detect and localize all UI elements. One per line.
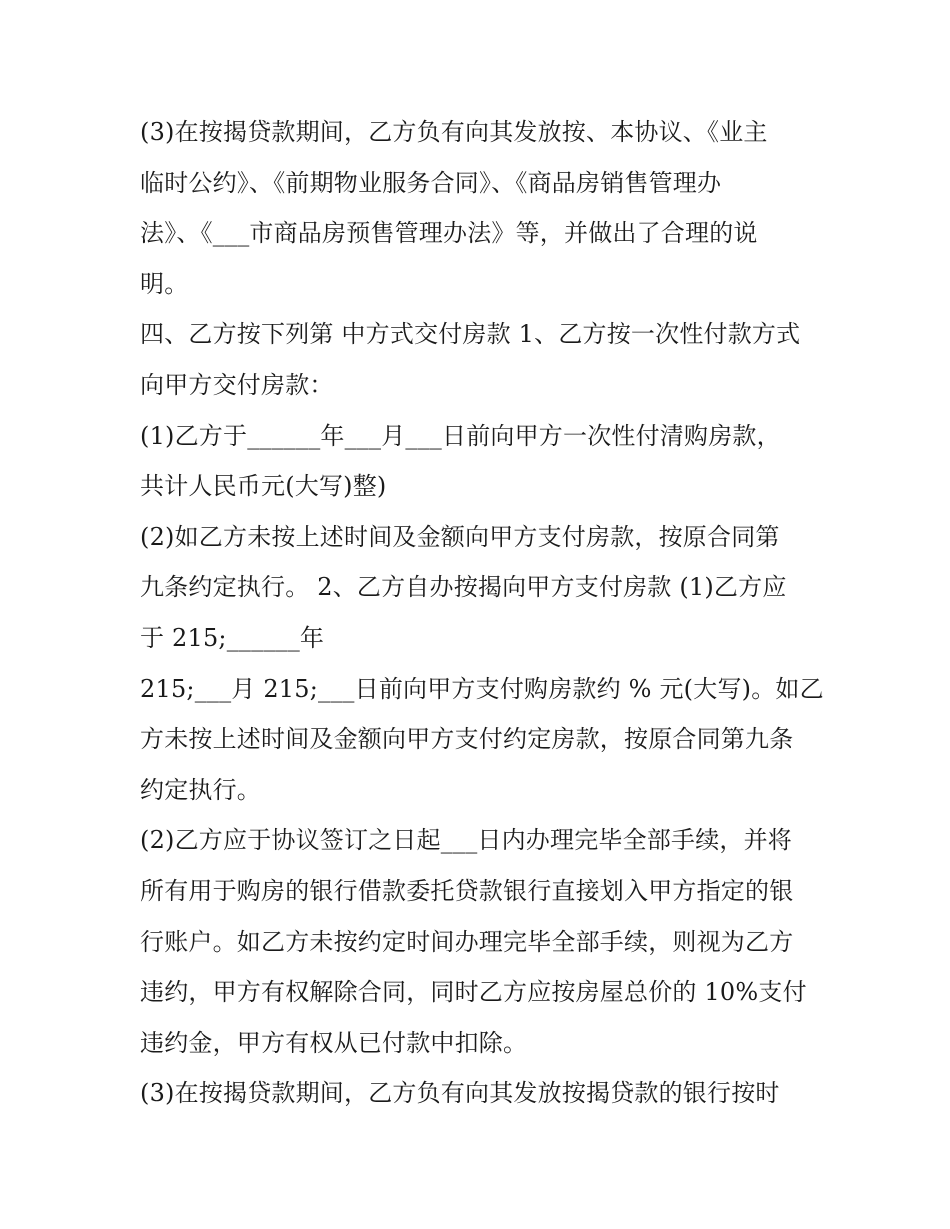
text-line: 四、乙方按下列第 中方式交付房款 1、乙方按一次性付款方式 [140,320,801,349]
document-body [140,107,830,1119]
text-line: (2)乙方应于协议签订之日起___日内办理完毕全部手续，并将 [140,826,792,855]
text-line: (3)在按揭贷款期间，乙方负有向其发放按揭贷款的银行按时 [140,1079,780,1108]
text-line: 临时公约》、《前期物业服务合同》、《商品房销售管理办 [140,168,722,197]
text-line: 方未按上述时间及金额向甲方支付约定房款，按原合同第九条 [140,725,794,754]
text-line: 违约金，甲方有权从已付款中扣除。 [140,1028,528,1057]
text-line: (1)乙方于______年___月___日前向甲方一次性付清购房款， [140,421,781,450]
text-line: 所有用于购房的银行借款委托贷款银行直接划入甲方指定的银 [140,876,794,905]
text-line: 法》、《___市商品房预售管理办法》等，并做出了合理的说 [140,219,758,248]
text-line: 于 215;______年 [140,623,325,652]
text-line: 向甲方交付房款： [140,370,334,399]
text-line: 约定执行。 [140,775,261,804]
text-line: 明。 [140,269,189,298]
text-line: 九条约定执行。 2、乙方自办按揭向甲方支付房款 (1)乙方应 [140,573,787,602]
text-line: 共计人民币元(大写)整) [140,472,387,501]
text-line: 违约，甲方有权解除合同，同时乙方应按房屋总价的 10%支付 [140,978,807,1007]
text-line: (2)如乙方未按上述时间及金额向甲方支付房款，按原合同第 [140,522,780,551]
text-line: 215;___月 215;___日前向甲方支付购房款约 % 元(大写)。如乙 [140,674,824,703]
text-line: (3)在按揭贷款期间，乙方负有向其发放按、本协议、《业主 [140,118,768,146]
text-line: 行账户。如乙方未按约定时间办理完毕全部手续，则视为乙方 [140,927,794,956]
